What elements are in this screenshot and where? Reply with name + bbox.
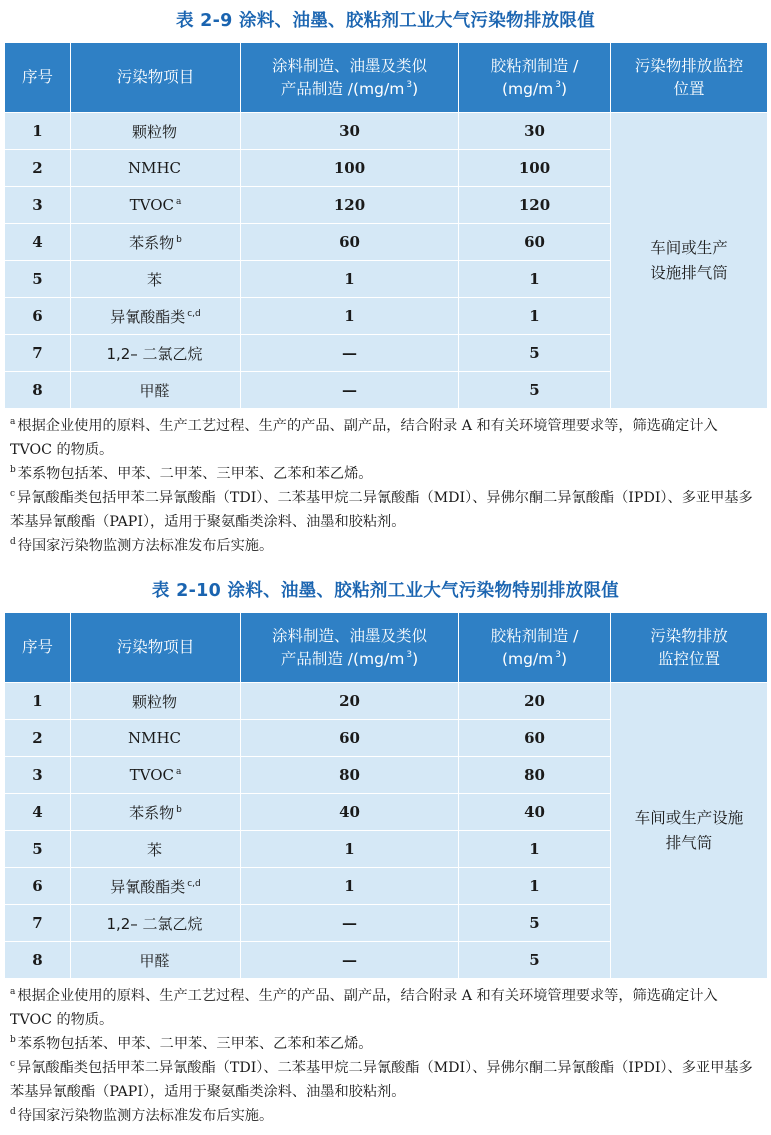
table-footnotes bbox=[0, 979, 771, 1128]
table-row bbox=[5, 683, 768, 720]
pollutant-cell: TVOC $^a$ bbox=[71, 757, 241, 794]
table-title: 表 2-9 涂料、油墨、胶粘剂工业大气污染物排放限值 bbox=[175, 11, 596, 31]
seq-cell: 8 bbox=[5, 372, 71, 409]
seq-cell: 4 bbox=[5, 794, 71, 831]
footnote: $^d$ 待国家污染物监测方法标准发布后实施。 bbox=[10, 1107, 274, 1124]
adhesive-limit-cell: 1 bbox=[459, 261, 611, 298]
adhesive-limit-cell: 60 bbox=[459, 720, 611, 757]
seq-cell: 2 bbox=[5, 150, 71, 187]
adhesive-limit-cell: 1 bbox=[459, 298, 611, 335]
pollutant-cell: 1,2– 二氯乙烷 bbox=[71, 905, 241, 942]
adhesive-limit-cell: 40 bbox=[459, 794, 611, 831]
pollutant-cell: 苯系物 $^b$ bbox=[71, 794, 241, 831]
coating-limit-cell: 100 bbox=[241, 150, 459, 187]
coating-limit-cell: 1 bbox=[241, 298, 459, 335]
emission-limits-table bbox=[4, 42, 768, 409]
adhesive-limit-cell: 120 bbox=[459, 187, 611, 224]
table-title: 表 2-10 涂料、油墨、胶粘剂工业大气污染物特别排放限值 bbox=[151, 581, 620, 601]
header-coating: 涂料制造、油墨及类似 产品制造 /(mg/m $^3$) bbox=[241, 613, 459, 683]
adhesive-limit-cell: 1 bbox=[459, 831, 611, 868]
pollutant-cell: 甲醛 bbox=[71, 372, 241, 409]
header-row bbox=[5, 613, 768, 683]
coating-limit-cell: 40 bbox=[241, 794, 459, 831]
pollutant-cell: 苯 bbox=[71, 261, 241, 298]
seq-cell: 5 bbox=[5, 831, 71, 868]
footnote: $^d$ 待国家污染物监测方法标准发布后实施。 bbox=[10, 537, 274, 554]
table-section-2-9 bbox=[0, 0, 771, 558]
seq-cell: 3 bbox=[5, 757, 71, 794]
header-adhesive: 胶粘剂制造 / (mg/m $^3$) bbox=[459, 613, 611, 683]
coating-limit-cell: 60 bbox=[241, 720, 459, 757]
monitoring-location-cell: 车间或生产 设施排气筒 bbox=[611, 113, 768, 409]
coating-limit-cell: 60 bbox=[241, 224, 459, 261]
seq-cell: 4 bbox=[5, 224, 71, 261]
pollutant-cell: NMHC bbox=[71, 720, 241, 757]
footnote: $^c$ 异氰酸酯类包括甲苯二异氰酸酯（TDI）、二苯基甲烷二异氰酸酯（MDI）、异佛尔酮二异氰酸酯（IPDI）、多亚甲基多苯基异氰酸酯（PAPI），适用于聚氨酯类涂料、油墨和胶粘剂。 bbox=[10, 1059, 753, 1100]
pollutant-cell: 甲醛 bbox=[71, 942, 241, 979]
adhesive-limit-cell: 100 bbox=[459, 150, 611, 187]
monitoring-location-cell: 车间或生产设施 排气筒 bbox=[611, 683, 768, 979]
coating-limit-cell: — bbox=[241, 942, 459, 979]
adhesive-limit-cell: 5 bbox=[459, 905, 611, 942]
pollutant-cell: TVOC $^a$ bbox=[71, 187, 241, 224]
coating-limit-cell: 1 bbox=[241, 868, 459, 905]
coating-limit-cell: — bbox=[241, 335, 459, 372]
seq-cell: 6 bbox=[5, 298, 71, 335]
header-location: 污染物排放 监控位置 bbox=[611, 613, 768, 683]
header-seq: 序号 bbox=[5, 613, 71, 683]
adhesive-limit-cell: 1 bbox=[459, 868, 611, 905]
pollutant-cell: 异氰酸酯类 $^{c,d}$ bbox=[71, 298, 241, 335]
table-footnotes bbox=[0, 409, 771, 558]
seq-cell: 5 bbox=[5, 261, 71, 298]
adhesive-limit-cell: 30 bbox=[459, 113, 611, 150]
seq-cell: 2 bbox=[5, 720, 71, 757]
pollutant-cell: 颗粒物 bbox=[71, 683, 241, 720]
pollutant-cell: 颗粒物 bbox=[71, 113, 241, 150]
pollutant-cell: 苯系物 $^b$ bbox=[71, 224, 241, 261]
footnote: $^b$ 苯系物包括苯、甲苯、二甲苯、三甲苯、乙苯和苯乙烯。 bbox=[10, 1035, 373, 1052]
coating-limit-cell: 30 bbox=[241, 113, 459, 150]
header-item: 污染物项目 bbox=[71, 43, 241, 113]
header-adhesive: 胶粘剂制造 / (mg/m $^3$) bbox=[459, 43, 611, 113]
coating-limit-cell: — bbox=[241, 372, 459, 409]
seq-cell: 7 bbox=[5, 905, 71, 942]
coating-limit-cell: 1 bbox=[241, 831, 459, 868]
footnote: $^c$ 异氰酸酯类包括甲苯二异氰酸酯（TDI）、二苯基甲烷二异氰酸酯（MDI）、异佛尔酮二异氰酸酯（IPDI）、多亚甲基多苯基异氰酸酯（PAPI），适用于聚氨酯类涂料、油墨和胶粘剂。 bbox=[10, 489, 753, 530]
adhesive-limit-cell: 20 bbox=[459, 683, 611, 720]
coating-limit-cell: 120 bbox=[241, 187, 459, 224]
seq-cell: 7 bbox=[5, 335, 71, 372]
header-row bbox=[5, 43, 768, 113]
footnote: $^a$ 根据企业使用的原料、生产工艺过程、生产的产品、副产品，结合附录 A 和有关环境管理要求等，筛选确定计入 TVOC 的物质。 bbox=[10, 417, 718, 458]
seq-cell: 1 bbox=[5, 113, 71, 150]
pollutant-cell: 异氰酸酯类 $^{c,d}$ bbox=[71, 868, 241, 905]
seq-cell: 1 bbox=[5, 683, 71, 720]
pollutant-cell: 1,2– 二氯乙烷 bbox=[71, 335, 241, 372]
pollutant-cell: NMHC bbox=[71, 150, 241, 187]
seq-cell: 3 bbox=[5, 187, 71, 224]
special-emission-limits-table bbox=[4, 612, 768, 979]
adhesive-limit-cell: 5 bbox=[459, 372, 611, 409]
table-section-2-10 bbox=[0, 570, 771, 1128]
header-location: 污染物排放监控 位置 bbox=[611, 43, 768, 113]
coating-limit-cell: — bbox=[241, 905, 459, 942]
footnote: $^b$ 苯系物包括苯、甲苯、二甲苯、三甲苯、乙苯和苯乙烯。 bbox=[10, 465, 373, 482]
table-row bbox=[5, 113, 768, 150]
seq-cell: 6 bbox=[5, 868, 71, 905]
adhesive-limit-cell: 80 bbox=[459, 757, 611, 794]
coating-limit-cell: 20 bbox=[241, 683, 459, 720]
adhesive-limit-cell: 5 bbox=[459, 942, 611, 979]
seq-cell: 8 bbox=[5, 942, 71, 979]
header-seq: 序号 bbox=[5, 43, 71, 113]
footnote: $^a$ 根据企业使用的原料、生产工艺过程、生产的产品、副产品，结合附录 A 和有关环境管理要求等，筛选确定计入 TVOC 的物质。 bbox=[10, 987, 718, 1028]
pollutant-cell: 苯 bbox=[71, 831, 241, 868]
adhesive-limit-cell: 60 bbox=[459, 224, 611, 261]
header-item: 污染物项目 bbox=[71, 613, 241, 683]
coating-limit-cell: 80 bbox=[241, 757, 459, 794]
coating-limit-cell: 1 bbox=[241, 261, 459, 298]
adhesive-limit-cell: 5 bbox=[459, 335, 611, 372]
header-coating: 涂料制造、油墨及类似 产品制造 /(mg/m $^3$) bbox=[241, 43, 459, 113]
